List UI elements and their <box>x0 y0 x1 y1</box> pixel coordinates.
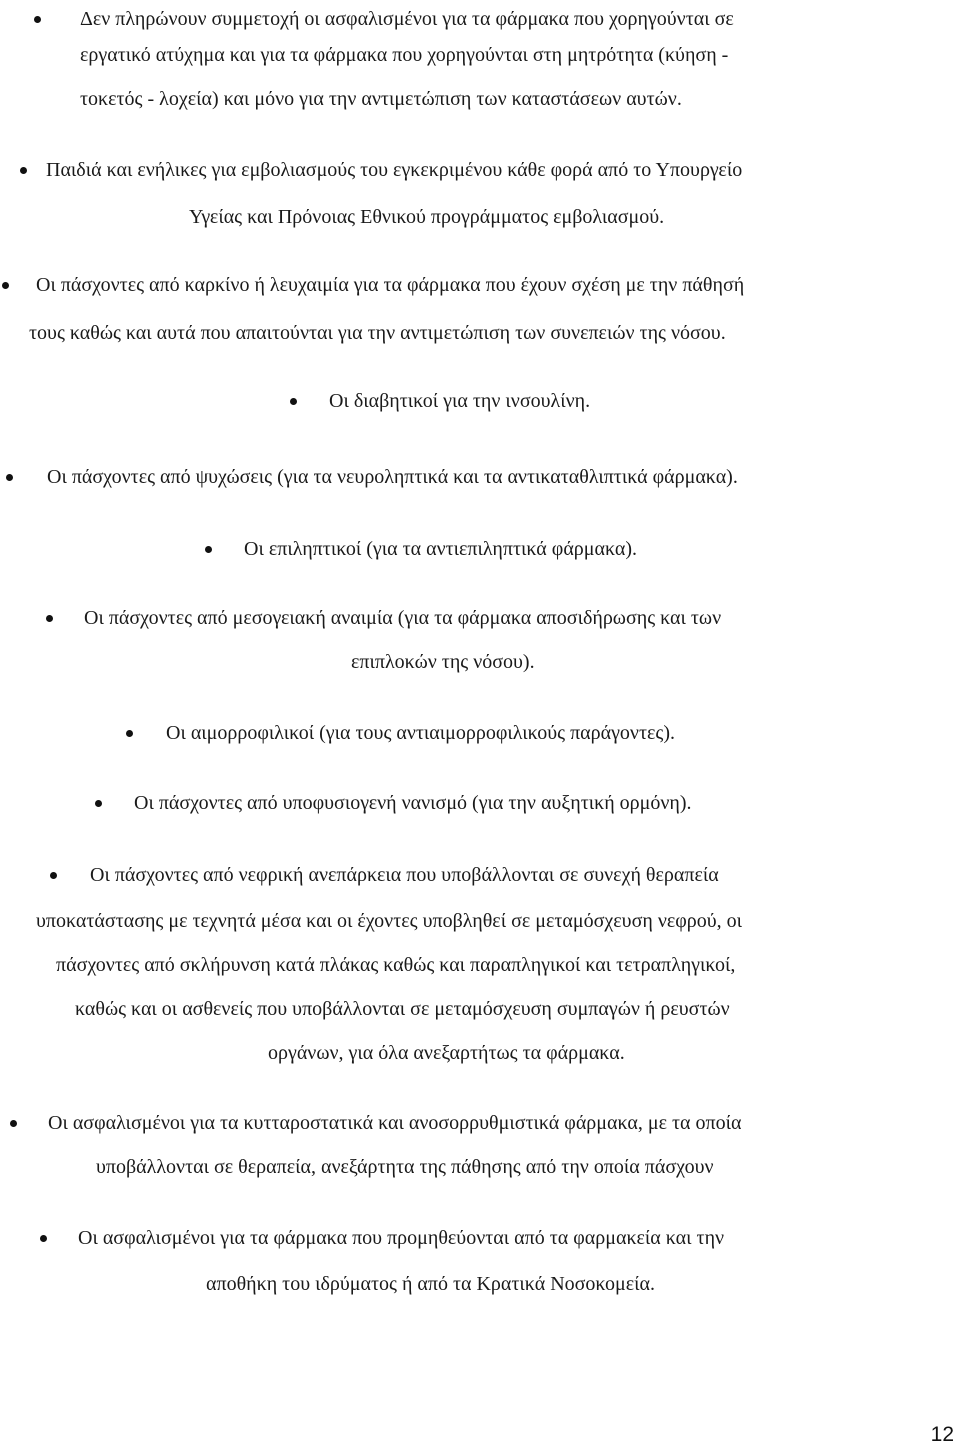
list-item-line: Υγείας και Πρόνοιας Εθνικού προγράμματος εμβολιασμού. <box>189 206 665 228</box>
list-item-line: Οι πάσχοντες από νεφρική ανεπάρκεια που υποβάλλονται σε συνεχή θεραπεία <box>90 864 719 886</box>
bullet-icon <box>10 1120 17 1127</box>
bullet-icon <box>205 546 212 553</box>
bullet-icon <box>50 872 57 879</box>
list-item-line: επιπλοκών της νόσου). <box>351 651 535 673</box>
list-item-line: Οι ασφαλισμένοι για τα φάρμακα που προμηθεύονται από τα φαρμακεία και την <box>78 1227 725 1249</box>
bullet-icon <box>290 398 297 405</box>
list-item-line: Οι πάσχοντες από καρκίνο ή λευχαιμία για τα φάρμακα που έχουν σχέση με την πάθησή <box>36 274 745 296</box>
bullet-icon <box>46 615 53 622</box>
list-item-line: Οι πάσχοντες από υποφυσιογενή νανισμό (για την αυξητική ορμόνη). <box>134 792 692 814</box>
list-item-line: Οι πάσχοντες από μεσογειακή αναιμία (για τα φάρμακα αποσιδήρωσης και των <box>84 607 722 629</box>
list-item-line: οργάνων, για όλα ανεξαρτήτως τα φάρμακα. <box>268 1042 625 1064</box>
bullet-icon <box>6 474 13 481</box>
list-item-line: Οι επιληπτικοί (για τα αντιεπιληπτικά φάρμακα). <box>244 538 638 560</box>
list-item-line: εργατικό ατύχημα και για τα φάρμακα που χορηγούνται στη μητρότητα (κύηση - <box>80 44 729 66</box>
list-item-line: καθώς και οι ασθενείς που υποβάλλονται σε μεταμόσχευση συμπαγών ή ρευστών <box>75 998 730 1020</box>
list-item-line: Οι διαβητικοί για την ινσουλίνη. <box>329 390 591 412</box>
list-item-line: Οι πάσχοντες από ψυχώσεις (για τα νευροληπτικά και τα αντικαταθλιπτικά φάρμακα). <box>47 466 738 488</box>
bullet-icon <box>95 800 102 807</box>
list-item-line: Οι ασφαλισμένοι για τα κυτταροστατικά και ανοσορρυθμιστικά φάρμακα, με τα οποία <box>48 1112 742 1134</box>
bullet-icon <box>20 167 27 174</box>
bullet-icon <box>40 1235 47 1242</box>
list-item-line: τους καθώς και αυτά που απαιτούνται για την αντιμετώπιση των συνεπειών της νόσου. <box>29 322 726 344</box>
list-item-line: Δεν πληρώνουν συμμετοχή οι ασφαλισμένοι για τα φάρμακα που χορηγούνται σε <box>80 8 734 30</box>
bullet-icon <box>34 16 41 23</box>
bullet-icon <box>126 730 133 737</box>
list-item-line: Παιδιά και ενήλικες για εμβολιασμούς του εγκεκριμένου κάθε φορά από το Υπουργείο <box>46 159 743 181</box>
page-number: 12 <box>930 1423 954 1446</box>
list-item-line: τοκετός - λοχεία) και μόνο για την αντιμετώπιση των καταστάσεων αυτών. <box>80 88 682 110</box>
list-item-line: υποκατάστασης με τεχνητά μέσα και οι έχοντες υποβληθεί σε μεταμόσχευση νεφρού, οι <box>36 910 743 932</box>
list-item-line: Οι αιμορροφιλικοί (για τους αντιαιμορροφιλικούς παράγοντες). <box>166 722 675 744</box>
list-item-line: υποβάλλονται σε θεραπεία, ανεξάρτητα της πάθησης από την οποία πάσχουν <box>96 1156 714 1178</box>
list-item-line: αποθήκη του ιδρύματος ή από τα Κρατικά Νοσοκομεία. <box>206 1273 656 1295</box>
list-item-line: πάσχοντες από σκλήρυνση κατά πλάκας καθώς και παραπληγικοί και τετραπληγικοί, <box>56 954 736 976</box>
bullet-icon <box>2 282 9 289</box>
